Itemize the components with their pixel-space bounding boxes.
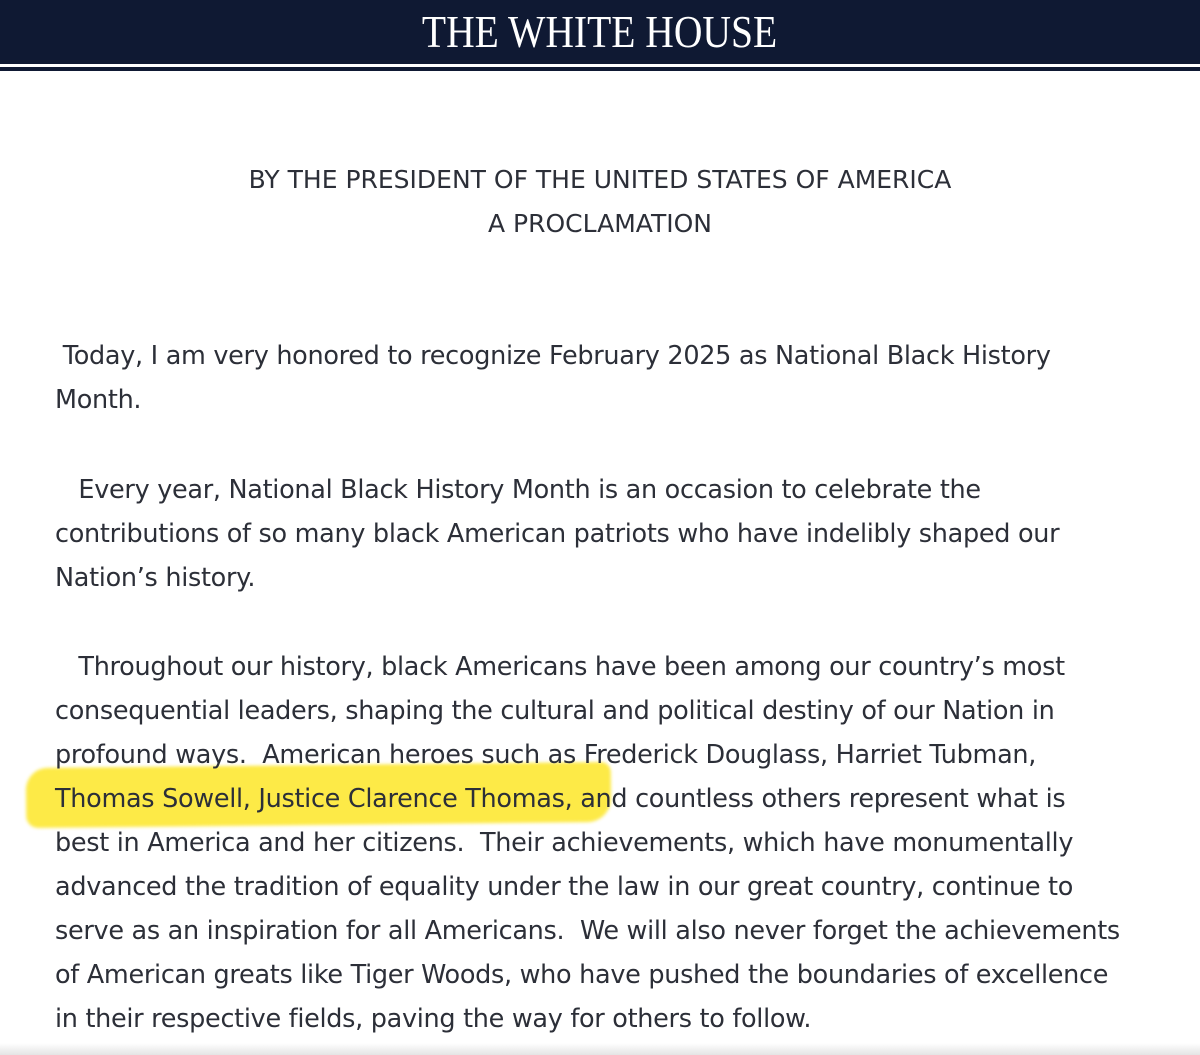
paragraph-line-remainder: and countless others represent what is bbox=[572, 784, 1066, 814]
paragraph-line: Month. bbox=[55, 385, 142, 415]
paragraph-line: serve as an inspiration for all Americans. We will also never forget the achievements bbox=[55, 916, 1120, 946]
highlighted-names: Thomas Sowell, Justice Clarence Thomas, bbox=[55, 784, 573, 814]
paragraph-line: in their respective fields, paving the way for others to follow. bbox=[55, 1004, 812, 1034]
paragraph-line: of American greats like Tiger Woods, who have pushed the boundaries of excellence bbox=[55, 960, 1109, 990]
proclamation-heading: BY THE PRESIDENT OF THE UNITED STATES OF AMERICA bbox=[248, 165, 952, 194]
paragraph-line: Throughout our history, black Americans have been among our country’s most bbox=[55, 652, 1065, 682]
site-title[interactable]: THE WHITE HOUSE bbox=[422, 6, 778, 57]
paragraph-line: consequential leaders, shaping the cultural and political destiny of our Nation in bbox=[55, 696, 1055, 726]
paragraph-line: contributions of so many black American patriots who have indelibly shaped our bbox=[55, 519, 1060, 549]
paragraph-line: best in America and her citizens. Their achievements, which have monumentally bbox=[55, 828, 1074, 858]
proclamation-subheading: A PROCLAMATION bbox=[488, 209, 712, 238]
paragraph-line: Every year, National Black History Month is an occasion to celebrate the bbox=[55, 475, 981, 505]
paragraph-line-highlighted bbox=[55, 777, 1065, 821]
paragraph-line: advanced the tradition of equality under the law in our great country, continue to bbox=[55, 872, 1074, 902]
bottom-edge-shadow bbox=[0, 1043, 1200, 1055]
paragraph-line: Today, I am very honored to recognize February 2025 as National Black History bbox=[55, 341, 1051, 371]
paragraph-line: Nation’s history. bbox=[55, 563, 256, 593]
paragraph-line: profound ways. American heroes such as Frederick Douglass, Harriet Tubman, bbox=[55, 740, 1037, 770]
site-header bbox=[0, 0, 1200, 67]
